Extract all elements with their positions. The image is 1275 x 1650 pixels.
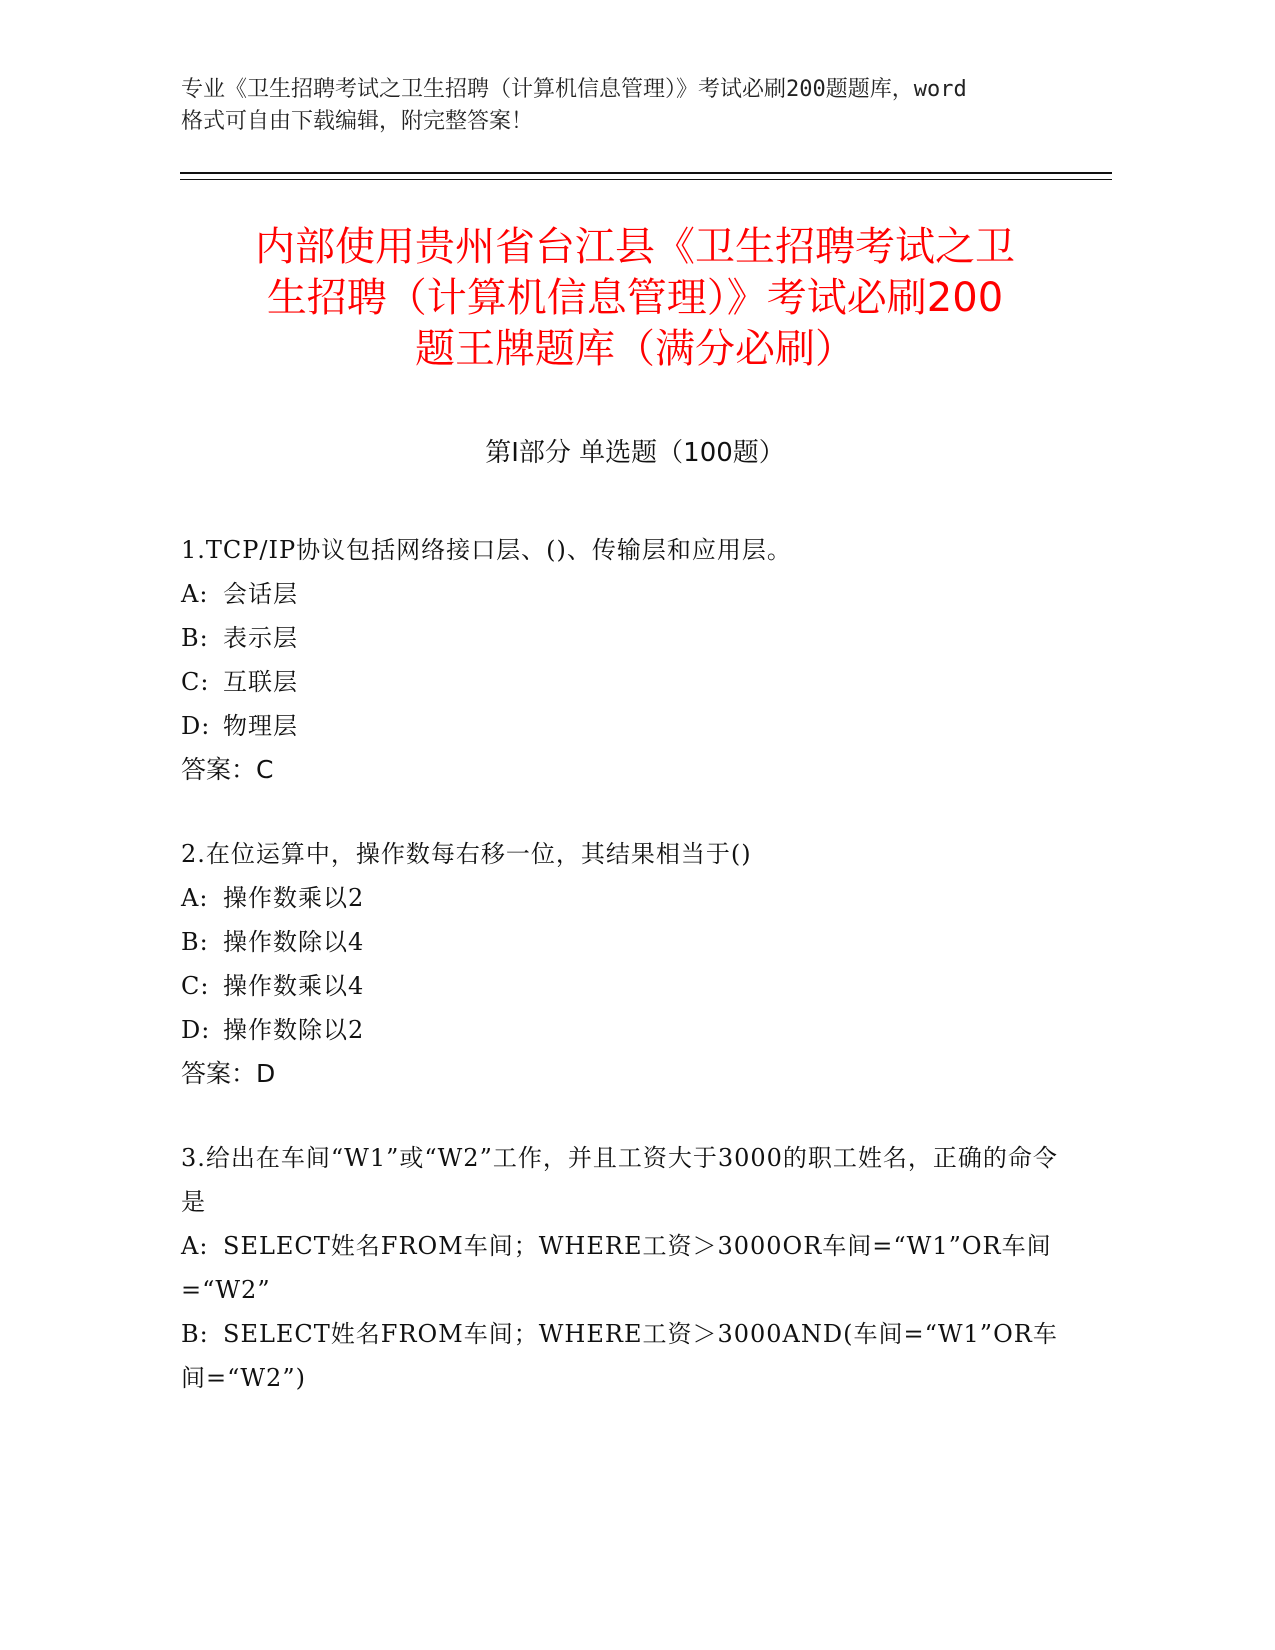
option-letter: B: — [181, 624, 209, 652]
option-letter: A: — [181, 1232, 209, 1260]
question-2 — [181, 832, 1081, 1096]
section-heading: 第I部分 单选题（100题） — [485, 438, 785, 468]
option-d — [181, 1008, 1081, 1052]
header-note-line-2: 格式可自由下载编辑，附完整答案！ — [181, 109, 534, 134]
header-note-line-1: 专业《卫生招聘考试之卫生招聘（计算机信息管理）》考试必刷200题题库，word — [181, 77, 967, 102]
option-text: 操作数除以4 — [223, 928, 365, 956]
option-text: 操作数乘以4 — [223, 972, 365, 1000]
option-letter: B: — [181, 1320, 209, 1348]
option-text: 表示层 — [223, 624, 298, 652]
question-stem: 1.TCP/IP协议包括网络接口层、()、传输层和应用层。 — [181, 536, 792, 564]
option-letter: A: — [181, 580, 209, 608]
option-letter: D: — [181, 1016, 211, 1044]
question-list — [181, 528, 1081, 1440]
option-a — [181, 572, 1081, 616]
option-text: 物理层 — [223, 712, 298, 740]
option-letter: C: — [181, 972, 210, 1000]
header-note — [181, 74, 1081, 138]
option-letter: A: — [181, 884, 209, 912]
question-3 — [181, 1136, 1081, 1400]
option-a — [181, 876, 1081, 920]
option-letter: C: — [181, 668, 210, 696]
option-c — [181, 660, 1081, 704]
header-divider-thick — [180, 172, 1112, 174]
option-b — [181, 920, 1081, 964]
question-1 — [181, 528, 1081, 792]
question-stem: 3.给出在车间“W1”或“W2”工作，并且工资大于3000的职工姓名，正确的命令是 — [181, 1144, 1058, 1216]
option-c — [181, 964, 1081, 1008]
option-text: SELECT姓名FROM车间；WHERE工资＞3000AND(车间=“W1”OR车间=“W2”) — [181, 1320, 1058, 1392]
option-text: 会话层 — [223, 580, 298, 608]
option-letter: D: — [181, 712, 211, 740]
option-text: 互联层 — [223, 668, 298, 696]
title-line-1: 内部使用贵州省台江县《卫生招聘考试之卫 — [255, 224, 1015, 270]
option-text: SELECT姓名FROM车间；WHERE工资＞3000OR车间=“W1”OR车间=“W2” — [181, 1232, 1052, 1304]
document-title — [180, 222, 1090, 375]
title-line-3: 题王牌题库（满分必刷） — [415, 326, 855, 372]
option-letter: B: — [181, 928, 209, 956]
option-d — [181, 704, 1081, 748]
title-line-2: 生招聘（计算机信息管理）》考试必刷200 — [266, 275, 1004, 321]
answer-line: 答案：D — [181, 1059, 276, 1088]
option-text: 操作数乘以2 — [223, 884, 365, 912]
option-b — [181, 616, 1081, 660]
option-a — [181, 1224, 1081, 1312]
header-divider-thin — [180, 179, 1112, 180]
question-stem: 2.在位运算中，操作数每右移一位，其结果相当于() — [181, 840, 752, 868]
option-text: 操作数除以2 — [223, 1016, 365, 1044]
answer-line: 答案：C — [181, 755, 274, 784]
option-b — [181, 1312, 1081, 1400]
